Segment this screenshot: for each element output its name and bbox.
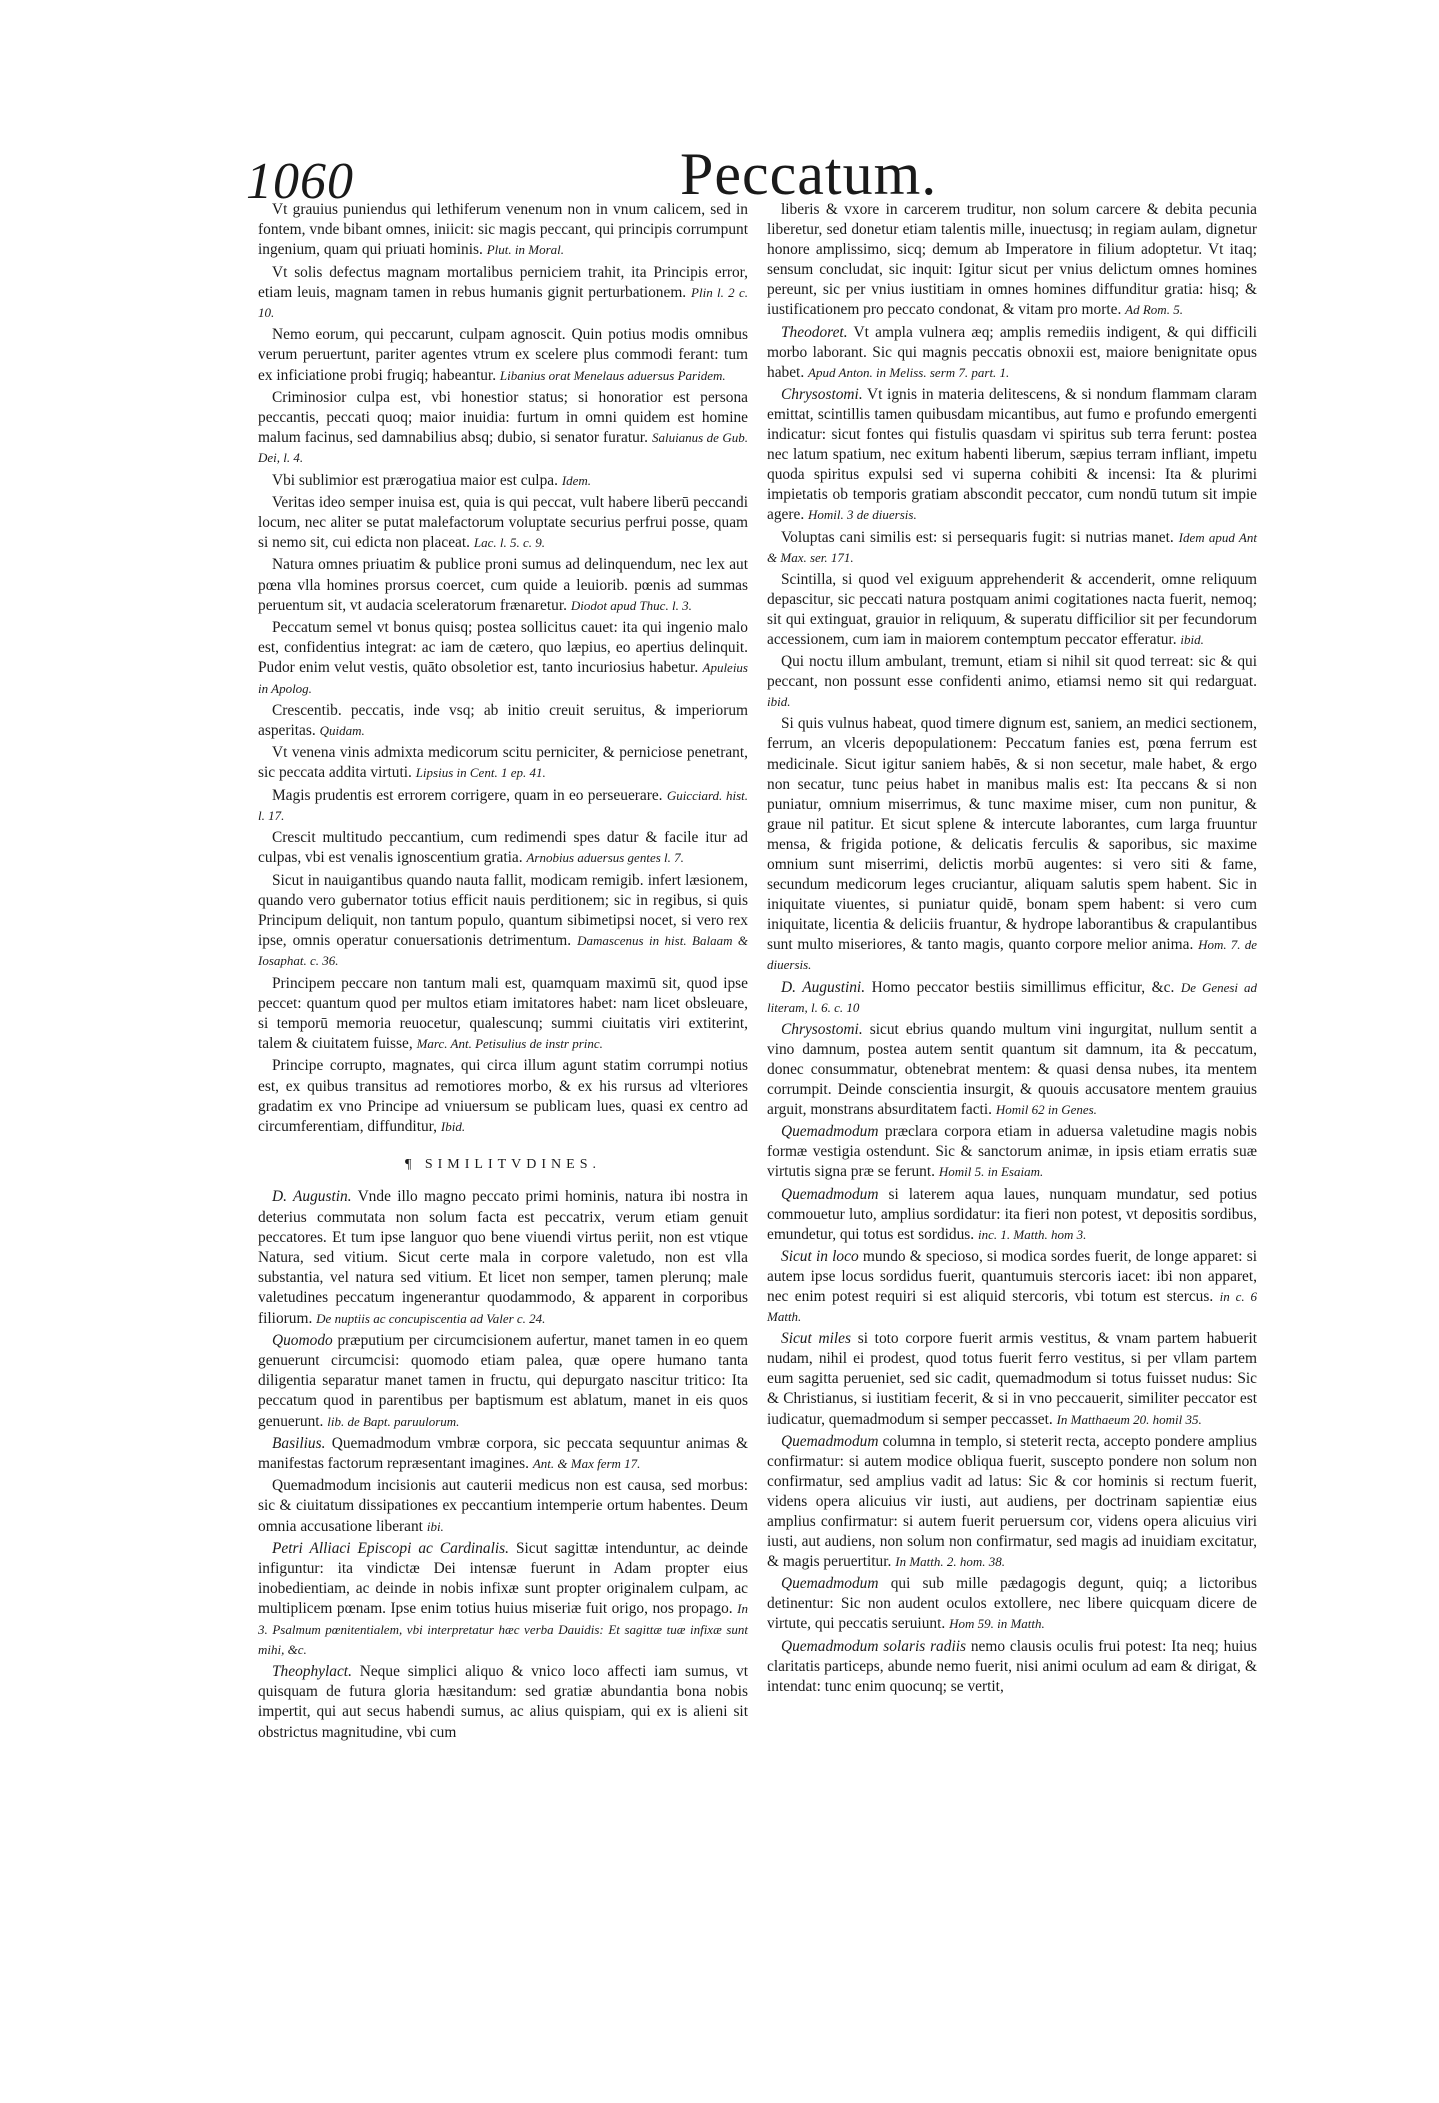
citation: In 3. Psalmum pœnitentialem, vbi interpretatur hæc verba Dauidis: Et sagittæ tuæ infixæ sunt mihi, &c. (258, 1601, 748, 1657)
right-column (767, 200, 1257, 1699)
paragraph-text: Quemadmodum incisionis aut cauterii medicus non est causa, sed morbus: sic & ciuitatum dissipationes ex peccantium intemperie ortum habentes. Deum omnia accusatione liberant (258, 1477, 748, 1535)
paragraph-text: Veritas ideo semper inuisa est, quia is qui peccat, vult habere liberū peccandi locum, nec aliter se putat malefactorum voluptate securius perfrui posse, quam si nemo sit, cui edicta non placeat. (258, 493, 748, 552)
paragraph-text: sicut ebrius quando multum vini ingurgitat, nullum sentit a vino damnum, postea autem sentit quantum sit damnum, ita & peccatum, donec consummatur, obtenebrat mentem: & quasi densa nubes, ita mentem corrumpit. Deinde conscientia insurgit, & quouis accusatore mentem grauius arguit, monstrans absurditatem facti. (767, 1020, 1257, 1119)
citation: Marc. Ant. Petisulius de instr princ. (416, 1036, 603, 1052)
paragraph (767, 1574, 1257, 1634)
citation: Homil 62 in Genes. (995, 1102, 1097, 1118)
paragraph (258, 871, 748, 972)
citation: Plut. in Moral. (486, 242, 564, 258)
citation: ibid. (1180, 631, 1204, 647)
paragraph (767, 200, 1257, 321)
citation: Lipsius in Cent. 1 ep. 41. (415, 765, 546, 781)
paragraph-text: nemo clausis oculis frui potest: Ita neq; huius claritatis particeps, abunde nemo fuerit, nisi animi oculum ad eam & dirigat, & intendat: tunc enim quocunq; se vertit, (767, 1637, 1257, 1695)
paragraph (767, 528, 1257, 568)
paragraph (767, 652, 1257, 712)
citation: Damascenus in hist. Balaam & Iosaphat. c. 36. (258, 933, 748, 969)
paragraph-text: liberis & vxore in carcerem truditur, non solum carcere & debita pecunia liberetur, sed donetur etiam talentis mille, inuectusq; in regiam aulam, dignetur honore amplissimo, sicq; demum ab Imperatore in filium adoptetur. Vt itaq; sensum concludat, sic inquit: Igitur sicut per vnius delictum omnes homines pereunt, sic per vnius iustitiam in omnes homines diffunditur gratia: hisq; & iustificationem pro peccato condonat, & vitam pro morte. (767, 201, 1257, 319)
paragraph-text: Natura omnes priuatim & publice proni sumus ad delinquendum, nec lex aut pœna vlla homines prorsus coercet, cum quide a leuiorib. pœnis ad summas peruentum sit, vt audacia sceleratorum frænaretur. (258, 556, 748, 614)
paragraph (258, 1476, 748, 1537)
citation: Ad Rom. 5. (1125, 302, 1183, 318)
citation: Idem. (561, 472, 592, 488)
citation: Arnobius aduersus gentes l. 7. (526, 850, 684, 866)
paragraph-text: Vt venena vinis admixta medicorum scitu perniciter, & perniciose penetrant, sic peccata addita virtuti. (258, 744, 748, 782)
paragraph (258, 1434, 748, 1474)
paragraph-text: columna in templo, si steterit recta, accepto pondere amplius confirmatur: si autem modice obliqua fuerit, suscepto pondere non solum non confirmatur, sed amplius vadit ad latus: Sic & cor hominis si rectum fuerit, videns opera alicuius vir iusti, aut audiens, per doctrinam sapientiæ eius amplius confirmatur: si autem fuerit peruersum cor, videns opera alicuius viri iusti, aut audiens, non solum non confirmatur, sed magis ad inuidiam excitatur, & magis peruertitur. (767, 1432, 1257, 1571)
citation: Plin l. 2 c. 10. (258, 284, 748, 321)
citation: In Matth. 2. hom. 38. (895, 1554, 1006, 1570)
citation: lib. de Bapt. paruulorum. (327, 1413, 460, 1429)
paragraph (258, 325, 748, 386)
paragraph-lead: D. Augustin. (272, 1188, 352, 1206)
citation: In Matthaeum 20. homil 35. (1056, 1411, 1202, 1427)
paragraph (258, 471, 748, 491)
paragraph-text: Principe corrupto, magnates, qui circa illum agunt statim corrumpi notius est, ex quibus transitus ad remotiores morbo, & ex his rursus ad vlteriores gradatim ex vno Principe ad vniuersum se publicam lues, quasi ex centro ad circumferentiam, diffunditur, (258, 1057, 748, 1135)
paragraph-text: Sicut in nauigantibus quando nauta fallit, modicam remigib. infert læsionem, quando vero gubernator totius efficit nauis perditionem; sic in regibus, si quis Principum deliquit, non tantum populo, quantum sibimetipsi nocet, si vero rex ipse, omnis operatur conuersationis detrimentum. (258, 871, 748, 950)
paragraph-text: Vbi sublimior est prærogatiua maior est culpa. (272, 471, 558, 489)
paragraph-text: Homo peccator bestiis simillimus efficitur, &c. (871, 978, 1175, 996)
paragraph-text: Crescit multitudo peccantium, cum redimendi spes datur & facile itur ad culpas, vbi est venalis ignoscentium gratia. (258, 829, 748, 867)
paragraph-lead: Sicut in loco (781, 1247, 859, 1265)
paragraph-text: Neque simplici aliquo & vnico loco affecti iam sumus, vt quisquam de futura gloria hæsitandum: sed gratiæ abundantia bona nobis impertit, qui aut secus habendi sumus, ac alius quispiam, qui ex is alieni sit obstrictus magnitudine, vbi cum (258, 1663, 748, 1741)
paragraph-lead: Chrysostomi. (781, 1020, 863, 1038)
paragraph (258, 263, 748, 324)
paragraph (258, 743, 748, 783)
paragraph (258, 1539, 748, 1660)
paragraph (258, 388, 748, 469)
paragraph (767, 1329, 1257, 1429)
paragraph (767, 714, 1257, 975)
paragraph (767, 1185, 1257, 1245)
citation: Diodot apud Thuc. l. 3. (570, 597, 692, 613)
left-column (258, 200, 748, 1745)
citation: Ant. & Max ferm 17. (532, 1455, 641, 1471)
paragraph (258, 618, 748, 699)
citation: Apud Anton. in Meliss. serm 7. part. 1. (808, 364, 1010, 380)
paragraph-lead: Theodoret. (781, 323, 848, 341)
paragraph-text: Magis prudentis est errorem corrigere, quam in eo perseuerare. (272, 786, 663, 804)
paragraph-text: Vt ignis in materia delitescens, & si nondum flammam claram emittat, scintillis tamen quibusdam micantibus, aut fumo e profundo emergenti indicatur: sicut fontes qui fistulis quasdam vi spiritus sub terra ferunt: postea nec latum spatium, nec exitum habenti liberum, sæpius terram infliant, impetu quoda spiritus expulsi sed vi superna cohibiti & incensi: Ita & plurimi impietatis ob temporis gratiam abscondit peccator, cum nondū tutum sit impie agere. (767, 385, 1257, 524)
paragraph-text: Scintilla, si quod vel exiguum apprehenderit & accenderit, omne reliquum depascitur, sic peccati natura postquam animi cogitationes nacta fuerit, nemoq; sit qui extinguat, grauior in reliquum, & superatu difficilior sit per fecundorum accessionem, cum iam in maiorem contemptum peccator efferatur. (767, 570, 1257, 648)
citation: Hom 59. in Matth. (949, 1616, 1045, 1632)
paragraph (767, 323, 1257, 383)
running-title: Peccatum. (680, 141, 938, 207)
paragraph-text: Vnde illo magno peccato primi hominis, natura ibi nostra in deterius commutata non solum facta est peccatrix, verum etiam genuit peccatores. Et tum ipse languor quo bene viuendi virtus periit, non est vtique Natura, sed vitium. Sicut certe mala in corpore valetudo, non est vlla substantia, vel natura sed vitium. Et licet non semper, tamen plerunq; male valetudines peccatum ingenerantur quodammodo, & apparent in corporibus filiorum. (258, 1188, 748, 1327)
citation: Apuleius in Apolog. (258, 660, 748, 696)
paragraph (767, 1020, 1257, 1120)
paragraph-text: qui sub mille pædagogis degunt, quiq; a lictoribus detinentur: Sic non audent oculos extollere, nec libere quicquam dicere de virtute, qui peccatis seruiunt. (767, 1575, 1257, 1633)
paragraph-text: Crescentib. peccatis, inde vsq; ab initio creuit seruitus, & imperiorum asperitas. (258, 701, 748, 740)
paragraph-text: si laterem aqua laues, nunquam mundatur, sed potius commouetur luto, amplius sordidatur: ita fieri non potest, vt depositis sordibus, emundetur, qui totus est sordidus. (767, 1185, 1257, 1243)
paragraph-lead: Quemadmodum (781, 1575, 879, 1593)
citation: Ibid. (440, 1118, 466, 1134)
citation: Homil. 3 de diuersis. (808, 507, 917, 523)
paragraph-lead: Quomodo (272, 1331, 333, 1349)
citation: in c. 6 Matth. (767, 1288, 1257, 1325)
paragraph-text: præputium per circumcisionem aufertur, manet tamen in eo quem genuerunt circumcisi: quomodo etiam palea, quæ opere humano tanta diligentia separatur manet tamen in fructu, qui depurgato nascitur tritico: Ita peccatum quod in parentibus per baptismum est ablatum, manet in eis quos genuerunt. (258, 1331, 748, 1430)
paragraph-text: mundo & specioso, si modica sordes fuerit, de longe apparet: si autem ipse locus sordidus fuerit, quantumuis stercoris iacet: ibi non apparet, nec enim potest requiri si est aliquid stercoris, vbi totum est stercus. (767, 1247, 1257, 1305)
citation: Quidam. (319, 723, 365, 739)
citation: De nuptiis ac concupiscentia ad Valer c. 24. (316, 1310, 546, 1326)
paragraph (258, 493, 748, 554)
paragraph-lead: Quemadmodum (781, 1432, 879, 1450)
citation: Homil 5. in Esaiam. (938, 1164, 1044, 1180)
paragraph-text: Qui noctu illum ambulant, tremunt, etiam si nihil sit quod terreat: sic & qui peccant, non possunt esse confidenti animo, etiamsi nemo sit qui redarguat. (767, 653, 1257, 691)
paragraph-text: Criminosior culpa est, vbi honestior status; si honoratior est persona peccantis, peccati quoq; maior inuidia: furtum in omni quidem est homine malum facinus, sed damnabilius absq; dubio, si senator furatur. (258, 388, 748, 447)
paragraph (258, 555, 748, 616)
citation: ibi. (426, 1518, 444, 1534)
section-heading: ¶ SIMILITVDINES. (405, 1157, 601, 1173)
paragraph-text: Vt grauius puniendus qui lethiferum venenum non in vnum calicem, sed in fontem, vnde bibant omnes, iniicit: sic magis peccant, qui principis corrumpunt ingenium, quam qui priuati hominis. (258, 201, 748, 259)
paragraph-lead: Chrysostomi. (781, 385, 863, 403)
citation: Libanius orat Menelaus aduersus Paridem. (499, 367, 726, 383)
paragraph-text: Nemo eorum, qui peccarunt, culpam agnoscit. Quin potius modis omnibus verum peruertunt, pariter agentes vtrum ex scelere plus commodi ferant: tum ex inficiatione probi frugiq; habeantur. (258, 326, 748, 384)
paragraph (258, 1331, 748, 1432)
paragraph-lead: Petri Alliaci Episcopi ac Cardinalis. (272, 1539, 509, 1557)
paragraph-lead: Sicut miles (781, 1330, 851, 1348)
paragraph-text: Voluptas cani similis est: si persequaris fugit: si nutrias manet. (781, 528, 1174, 546)
paragraph-text: Quemadmodum vmbræ corpora, sic peccata sequuntur animas & manifestas factorum repræsentant imagines. (258, 1434, 748, 1472)
page-number: 1060 (246, 153, 354, 210)
paragraph (258, 1187, 748, 1328)
paragraph-text: Si quis vulnus habeat, quod timere dignum est, saniem, an medici sectionem, ferrum, an vlceris depopulationem: Peccatum fanies est, pœna ferrum est medicinale. Sicut igitur saniem habēs, & si non secetur, male habet, & ergo non secatur, tunc peius habet in manibus malis est: Ita peccans & si non puniatur, omnium miserrimus, & tunc maxime miser, cum non punitur, & graue nil patitur. Et sicut splene & intercute laborantes, cum larga fruuntur mensa, & frigida potione, & delicatis ferculis & saporibus, sic maxime omnium sunt miserrimi, delictis morbū augentes: si vero siti & fame, secundum medicorum leges cruciantur, aliquam salutis spem habent. Sic in iniquitate viuentes, si puniatur quidē, bonam spem habent: si vero cum iniquitate, licentia & deliciis fruantur, & hydrope laborantibus & crapulantibus sunt multo miseriores, & tanto magis, quanto corpore melior anima. (767, 715, 1257, 954)
paragraph-text: si toto corpore fuerit armis vestitus, & vnam partem habuerit nudam, nihil ei prodest, quod totus fuerit ferro vestitus, si per vllam partem eum sagitta perueniet, sed sic cadit, quemadmodum si totus fuisset nudus: Sic & Christianus, si iustitiam fecerit, & si in vno peccauerit, similiter peccator est iudicatur, quemadmodum si semper peccasset. (767, 1330, 1258, 1428)
paragraph (767, 978, 1257, 1018)
paragraph-text: præclara corpora etiam in aduersa valetudine magis nobis formæ vestigia ostendunt. Sic & sanctorum animæ, in ipsis etiam erratis suæ virtutis signa præ se ferunt. (767, 1123, 1257, 1181)
paragraph (258, 1056, 748, 1137)
citation: De Genesi ad literam, l. 6. c. 10 (767, 979, 1257, 1015)
citation: ibid. (767, 694, 791, 710)
citation: inc. 1. Matth. hom 3. (978, 1226, 1087, 1242)
paragraph-lead: D. Augustini. (781, 978, 866, 996)
paragraph (258, 200, 748, 261)
paragraph (258, 1662, 748, 1743)
paragraph (258, 786, 748, 826)
paragraph-text: Vt ampla vulnera æq; amplis remediis indigent, & qui difficili morbo laborant. Sic qui magnis peccatis obnoxii est, maiore benignitate opus habet. (767, 323, 1257, 381)
citation: Idem apud Ant & Max. ser. 171. (767, 529, 1257, 565)
paragraph (767, 1637, 1257, 1697)
citation: Saluianus de Gub. Dei, l. 4. (258, 430, 748, 466)
paragraph-lead: Quemadmodum solaris radiis (781, 1637, 966, 1655)
paragraph-text: Sicut sagittæ intenduntur, ac deinde infiguntur: ita vindictæ Dei intensæ fuerunt in Adam propter eius inobedientiam, ac deinde in nobis infixæ sunt propter originalem culpam, ac multiplicem pœnam. Ipse enim totius huius miseriæ fuit origo, nos propago. (258, 1539, 748, 1618)
paragraph (258, 974, 748, 1055)
paragraph (258, 701, 748, 741)
paragraph (767, 1122, 1257, 1182)
paragraph-lead: Basilius. (272, 1434, 326, 1452)
citation: Lac. l. 5. c. 9. (473, 535, 545, 551)
citation: Guicciard. hist. l. 17. (258, 787, 749, 823)
paragraph (258, 828, 748, 868)
paragraph-text: Principem peccare non tantum mali est, quamquam maximū sit, quod ipse peccet: quantum quod per multos etiam imitatores habet: nam licet obsleuare, si temporū memoria reuocetur, qualescunq; summi ciuitatis viri extiterint, talem & ciuitatem fuisse, (258, 974, 748, 1053)
paragraph (767, 1432, 1257, 1573)
paragraph-text: Vt solis defectus magnam mortalibus perniciem trahit, ita Principis error, etiam leuis, magnam tamen in rebus humanis gignit perturbationem. (258, 263, 748, 301)
paragraph (767, 570, 1257, 650)
paragraph-lead: Theophylact. (272, 1663, 352, 1681)
paragraph (767, 1247, 1257, 1327)
paragraph-text: Peccatum semel vt bonus quisq; postea sollicitus cauet: ita qui ingenio malo est, confidentius integrat: ac iam de cætero, quo læpius, eo apertius delinquit. Pudor enim velut vestis, quāto obsoletior est, tanto incuriosius habetur. (258, 619, 748, 677)
citation: Hom. 7. de diuersis. (767, 937, 1257, 973)
paragraph-lead: Quemadmodum (781, 1185, 879, 1203)
paragraph (767, 385, 1257, 526)
paragraph-lead: Quemadmodum (781, 1123, 879, 1141)
